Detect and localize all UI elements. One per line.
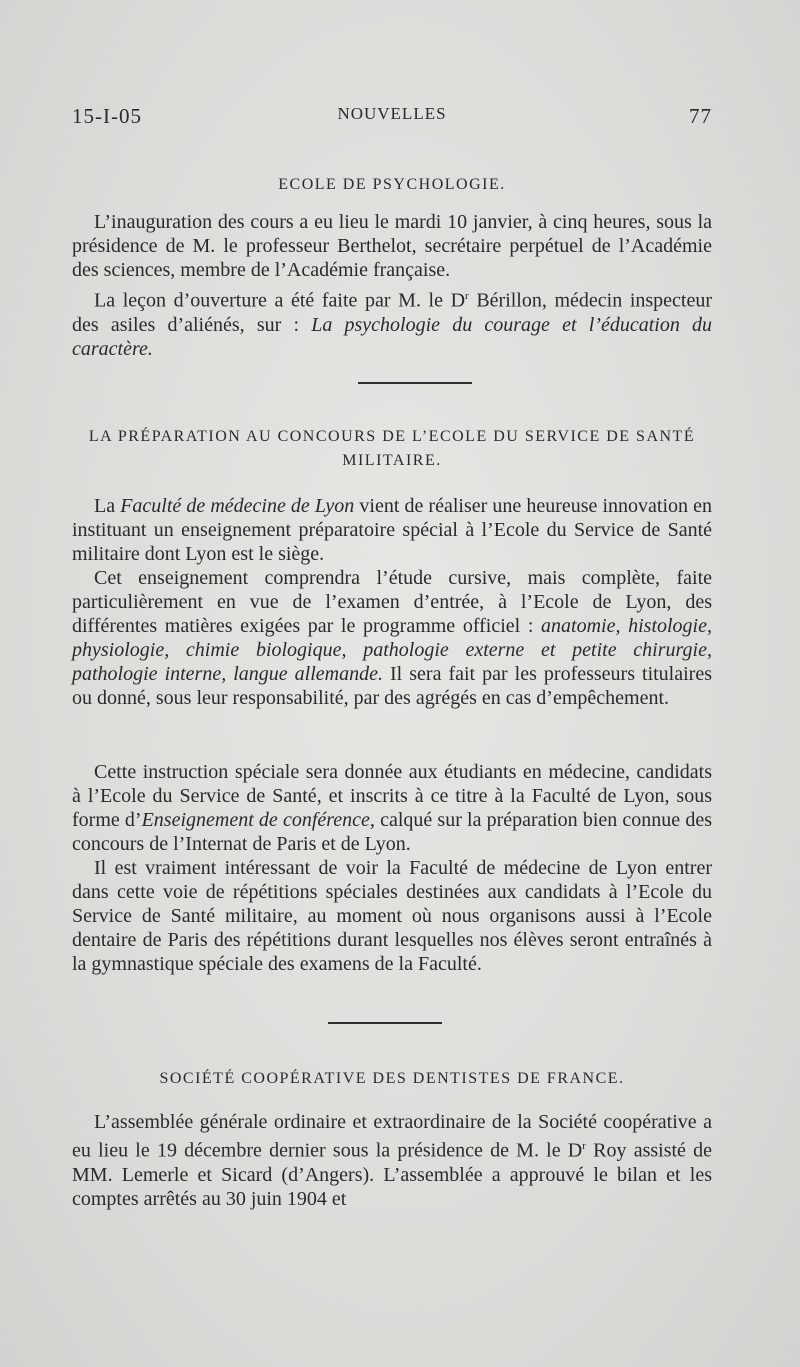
section-divider bbox=[328, 1022, 442, 1024]
header-section: NOUVELLES bbox=[337, 104, 447, 123]
running-header bbox=[72, 104, 712, 134]
paragraph-assemblee: L’assemblée générale ordinaire et extraordinaire de la Société coopérative a eu lieu le 19 décembre dernier sous la présidence de M. le $D^r$ Roy assisté de MM. Lemerle et Sicard (d’Angers). L’assemblée a approuvé le bilan et les comptes arrêtés au 30 juin 1904 et bbox=[72, 1111, 713, 1210]
paragraph-inauguration: L’inauguration des cours a eu lieu le mardi 10 janvier, à cinq heures, sous la présidence de M. le professeur Berthelot, secrétaire perpétuel de l’Académie des sciences, membre de l’Académie française. bbox=[72, 211, 712, 281]
paragraph-interessant: Il est vraiment intéressant de voir la Faculté de médecine de Lyon entrer dans cette voie de répétitions spéciales destinées aux candidats à l’Ecole du Service de Santé militaire, au moment où nous organisons aussi à l’Ecole dentaire de Paris des répétitions durant lesquelles nos élèves seront entraînés à la gymnastique spéciale des examens de la Faculté. bbox=[72, 857, 712, 975]
section-divider bbox=[358, 382, 472, 384]
page-number: 77 bbox=[689, 104, 712, 128]
paragraph-instruction-speciale: Cette instruction spéciale sera donnée aux étudiants en médecine, candidats à l’Ecole du Service de Santé, et inscrits à ce titre à la Faculté de Lyon, sous forme d’Enseignement de conférence, calqué sur la préparation bien connue des concours de l’Internat de Paris et de Lyon. bbox=[72, 761, 712, 855]
section-title-societe-cooperative: SOCIÉTÉ COOPÉRATIVE DES DENTISTES DE FRANCE. bbox=[159, 1070, 625, 1087]
paragraph-lecon-ouverture: La leçon d’ouverture a été faite par M. le $D^r$ Bérillon, médecin inspecteur des asiles d’aliénés, sur : La psychologie du courage et l’éducation du caractère. bbox=[72, 289, 713, 360]
section-title-preparation-concours-line2: MILITAIRE. bbox=[342, 452, 442, 469]
paragraph-faculte-lyon: La Faculté de médecine de Lyon vient de réaliser une heureuse innovation en instituant un enseignement préparatoire spécial à l’Ecole du Service de Santé militaire dont Lyon est le siège. bbox=[72, 495, 713, 565]
section-title-preparation-concours: LA PRÉPARATION AU CONCOURS DE L’ECOLE DU SERVICE DE SANTÉ bbox=[88, 428, 696, 445]
paragraph-enseignement: Cet enseignement comprendra l’étude cursive, mais complète, faite particulièrement en vue de l’examen d’entrée, à l’Ecole de Lyon, des différentes matières exigées par le programme officiel : anatomie, histologie, physiologie, chimie biologique, pathologie externe et petite chirurgie, pathologie interne, langue allemande. Il sera fait par les professeurs titulaires ou donné, sous leur responsabilité, par des agrégés en cas d’empêchement. bbox=[72, 567, 712, 709]
section-title-ecole-psychologie: ECOLE DE PSYCHOLOGIE. bbox=[278, 176, 506, 193]
header-date: 15-I-05 bbox=[72, 104, 142, 128]
